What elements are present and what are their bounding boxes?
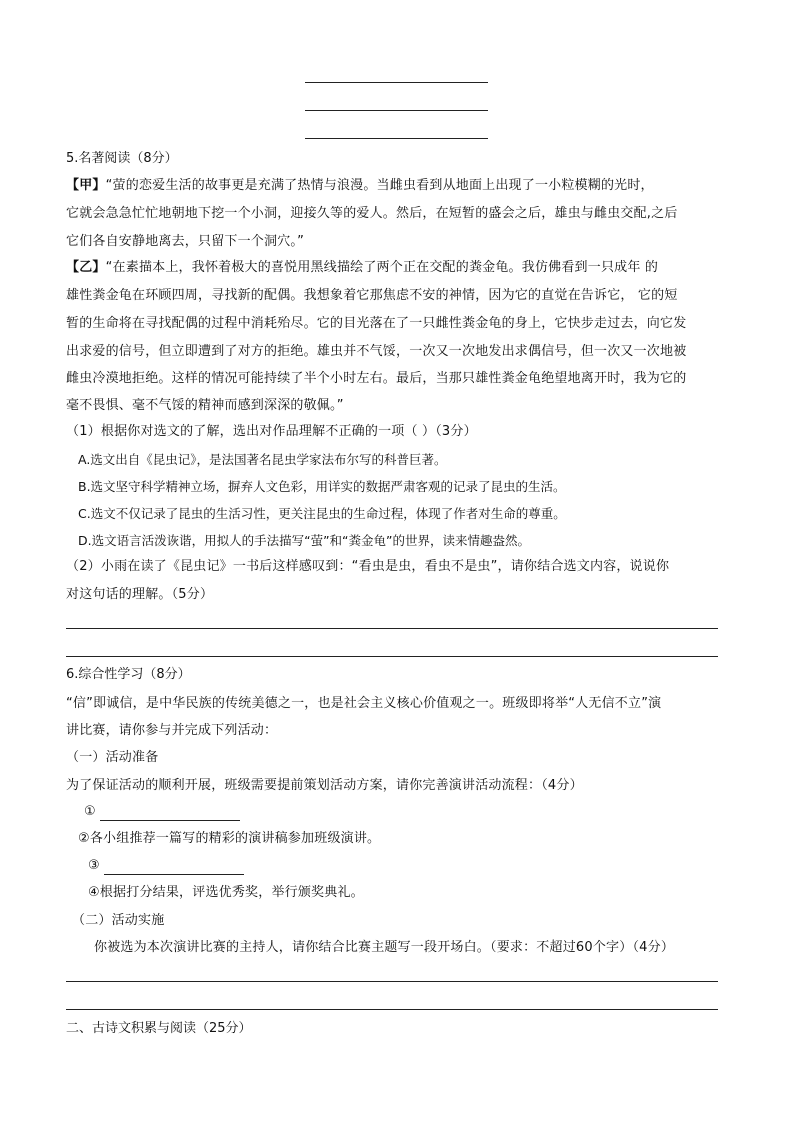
passage-yi-line-5: 雌虫冷漠地拒绝。这样的情况可能持续了半个小时左右。最后，当那只雄性粪金龟绝望地离开时，我为它的: [66, 371, 687, 386]
step-4: ④根据打分结果，评选优秀奖，举行颁奖典礼。: [88, 885, 364, 900]
passage-yi-line-6: 毫不畏惧、毫不气馁的精神而感到深深的敬佩。”: [66, 398, 344, 413]
answer-line: [305, 138, 488, 139]
step-2: ②各小组推荐一篇写的精彩的演讲稿参加班级演讲。: [78, 831, 381, 846]
step-3-number: ③: [88, 858, 100, 873]
answer-line: [66, 1009, 718, 1010]
passage-yi-label: 【乙】: [66, 260, 106, 275]
passage-jia-line-1: [66, 177, 654, 195]
q6-intro-line-2: 讲比赛，请你参与并完成下列活动：: [66, 723, 278, 738]
part2-title: （二）活动实施: [72, 913, 165, 928]
step-1: [84, 803, 240, 821]
passage-jia-label: 【甲】: [66, 178, 106, 193]
answer-line: [66, 981, 718, 982]
passage-jia-line-3: 它们各自安静地离去，只留下一个洞穴。”: [66, 234, 305, 249]
option-b: B.选文坚守科学精神立场，摒弃人文色彩，用详实的数据严肃客观的记录了昆虫的生活。: [78, 479, 566, 494]
part2-prompt: 你被选为本次演讲比赛的主持人，请你结合比赛主题写一段开场白。（要求：不超过60个字）（4分）: [94, 940, 675, 955]
option-c: C.选文不仅记录了昆虫的生活习性，更关注昆虫的生命过程，体现了作者对生命的尊重。: [78, 506, 566, 521]
question-5-title: 5.名著阅读（8分）: [66, 151, 178, 166]
passage-yi-line-3: 暂的生命将在寻找配偶的过程中消耗殆尽。它的目光落在了一只雌性粪金龟的身上，它快步走过去，向它发: [66, 316, 687, 331]
answer-line: [66, 628, 718, 629]
passage-yi-line-1: [66, 259, 658, 277]
part1-prompt: 为了保证活动的顺利开展，班级需要提前策划活动方案，请你完善演讲活动流程：（4分）: [66, 778, 583, 793]
answer-line: [305, 82, 488, 83]
option-a: A.选文出自《昆虫记》，是法国著名昆虫学家法布尔写的科普巨著。: [78, 452, 447, 467]
passage-yi-line-4: 出求爱的信号，但立即遭到了对方的拒绝。雄虫并不气馁，一次又一次地发出求偶信号，但一次又一次地被: [66, 344, 687, 359]
answer-line: [305, 110, 488, 111]
passage-text: “萤的恋爱生活的故事更是充满了热情与浪漫。当雌虫看到从地面上出现了一小粒模糊的光时，: [105, 178, 654, 193]
sub-question-1: （1）根据你对选文的了解，选出对作品理解不正确的一项（ ）（3分）: [66, 424, 477, 439]
step-3-blank[interactable]: [104, 860, 244, 875]
sub-question-2-line-2: 对这句话的理解。（5分）: [66, 587, 214, 602]
passage-text: “在素描本上，我怀着极大的喜悦用黑线描绘了两个正在交配的粪金龟。我仿佛看到一只成年 的: [105, 260, 659, 275]
step-1-number: ①: [84, 804, 96, 819]
step-1-blank[interactable]: [100, 806, 240, 821]
q6-intro-line-1: “信”即诚信，是中华民族的传统美德之一，也是社会主义核心价值观之一。班级即将举“人无信不立”演: [66, 696, 662, 711]
step-3: [88, 857, 244, 875]
answer-line: [66, 656, 718, 657]
part1-title: （一）活动准备: [66, 750, 159, 765]
passage-jia-line-2: 它就会急急忙忙地朝地下挖一个小洞，迎接久等的爱人。然后，在短暂的盛会之后，雄虫与雌虫交配,之后: [66, 206, 678, 221]
sub-question-2-line-1: （2）小雨在读了《昆虫记》一书后这样感叹到：“看虫是虫，看虫不是虫”，请你结合选文内容，说说你: [66, 559, 670, 574]
option-d: D.选文语言活泼诙谐，用拟人的手法描写“萤”和“粪金龟”的世界，读来情趣盎然。: [78, 533, 531, 548]
question-6-title: 6.综合性学习（8分）: [66, 667, 191, 682]
section-2-title: 二、古诗文积累与阅读（25分）: [66, 1021, 252, 1036]
passage-yi-line-2: 雄性粪金龟在环顾四周，寻找新的配偶。我想象着它那焦虑不安的神情，因为它的直觉在告诉它， 它的短: [66, 288, 678, 303]
